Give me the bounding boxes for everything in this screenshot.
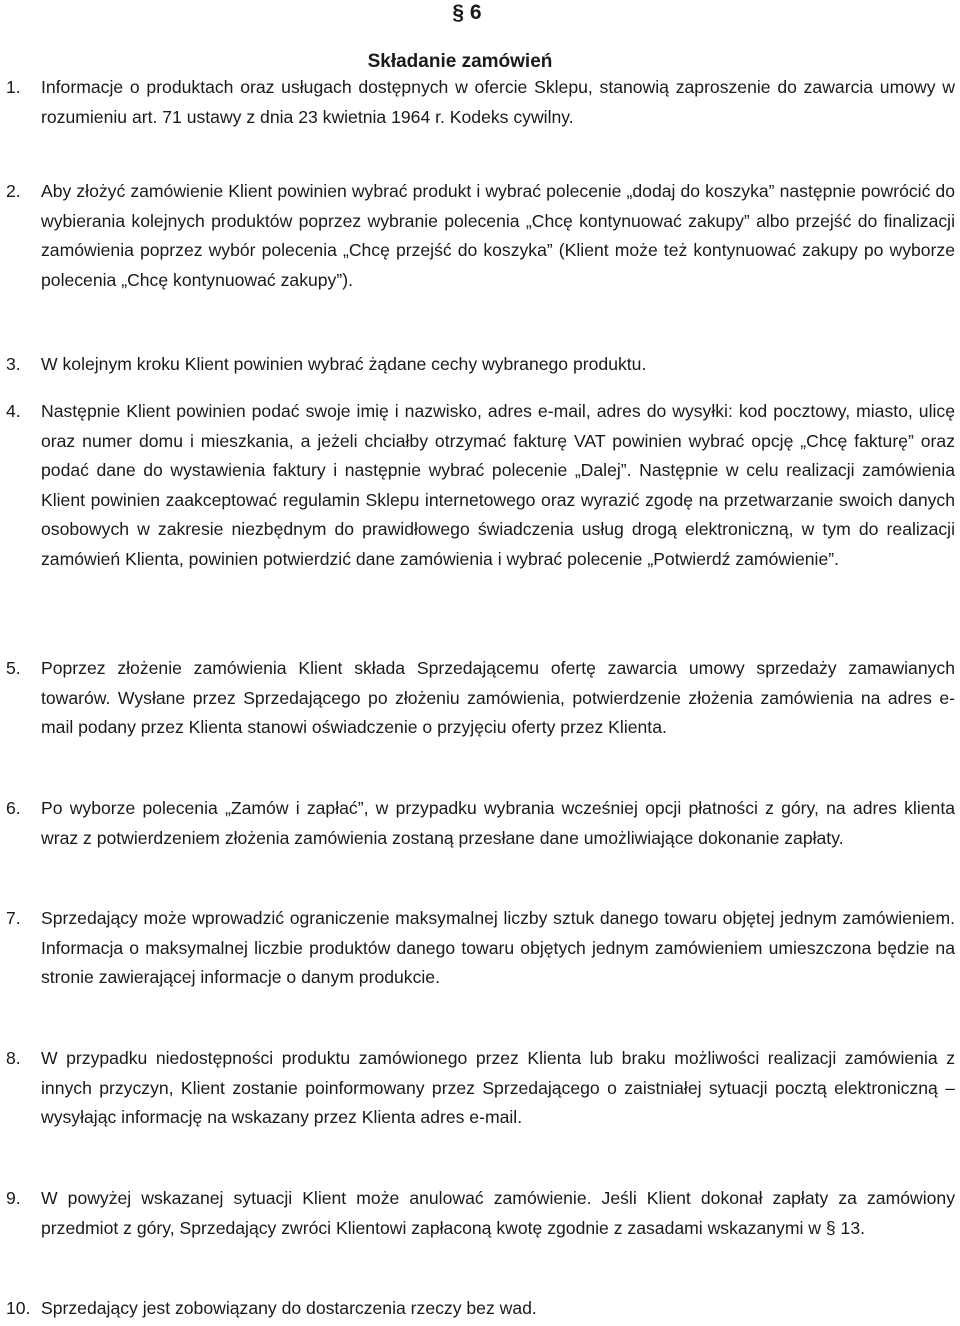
item-text: Następnie Klient powinien podać swoje imię i nazwisko, adres e-mail, adres do wysyłki: kod pocztowy, miasto, ulicę oraz numer domu i mieszkania, a jeżeli chciałby otrzymać fakturę VAT powinien wybrać opcję „Chcę fakturę” oraz podać dane do wystawienia faktury i następnie wybrać polecenie „Dalej”. Następnie w celu realizacji zamówienia Klient powinien zaakceptować regulamin Sklepu internetowego oraz wyrazić zgodę na przetwarzanie swoich danych osobowych w zakresie niezbędnym do prawidłowego świadczenia usług drogą elektroniczną, w tym do realizacji zamówień Klienta, powinien potwierdzić dane zamówienia i wybrać polecenie „Potwierdź zamówienie”. [41,401,955,569]
item-text: W powyżej wskazanej sytuacji Klient może anulować zamówienie. Jeśli Klient dokonał zapłaty za zamówiony przedmiot z góry, Sprzedający zwróci Klientowi zapłaconą kwotę zgodnie z zasadami wskazanymi w § 13. [41,1188,955,1238]
item-number: 6. [6,798,21,818]
item-number: 10. [6,1298,31,1318]
item-number: 7. [6,908,21,928]
item-text: W przypadku niedostępności produktu zamówionego przez Klienta lub braku możliwości realizacji zamówienia z innych przyczyn, Klient zostanie poinformowany przez Sprzedającego o zaistniałej sytuacji pocztą elektroniczną – wysyłając informację na wskazany przez Klienta adres e-mail. [41,1048,955,1127]
item-text: Sprzedający jest zobowiązany do dostarczenia rzeczy bez wad. [41,1298,537,1318]
section-title: Składanie zamówień [367,51,553,72]
item-number: 9. [6,1188,21,1208]
item-text: Poprzez złożenie zamówienia Klient składa Sprzedającemu ofertę zawarcia umowy sprzedaży zamawianych towarów. Wysłane przez Sprzedającego po złożeniu zamówienia, potwierdzenie złożenia zamówienia na adres e-mail podany przez Klienta stanowi oświadczenie o przyjęciu oferty przez Klienta. [41,658,955,737]
item-number: 1. [6,77,21,97]
item-number: 3. [6,354,21,374]
item-text: W kolejnym kroku Klient powinien wybrać żądane cechy wybranego produktu. [41,354,647,374]
item-number: 8. [6,1048,21,1068]
item-number: 4. [6,401,21,421]
item-text: Aby złożyć zamówienie Klient powinien wybrać produkt i wybrać polecenie „dodaj do koszyka” następnie powrócić do wybierania kolejnych produktów poprzez wybranie polecenia „Chcę kontynuować zakupy” albo przejść do finalizacji zamówienia poprzez wybór polecenia „Chcę przejść do koszyka” (Klient może też kontynuować zakupy po wyborze polecenia „Chcę kontynuować zakupy”). [41,181,955,290]
item-number: 5. [6,658,21,678]
item-number: 2. [6,181,21,201]
item-text: Informacje o produktach oraz usługach dostępnych w ofercie Sklepu, stanowią zaproszenie do zawarcia umowy w rozumieniu art. 71 ustawy z dnia 23 kwietnia 1964 r. Kodeks cywilny. [41,77,955,127]
item-text: Po wyborze polecenia „Zamów i zapłać”, w przypadku wybrania wcześniej opcji płatności z góry, na adres klienta wraz z potwierdzeniem złożenia zamówienia zostaną przesłane dane umożliwiające dokonanie zapłaty. [41,798,955,848]
item-text: Sprzedający może wprowadzić ograniczenie maksymalnej liczby sztuk danego towaru objętej jednym zamówieniem. Informacja o maksymalnej liczbie produktów danego towaru objętych jednym zamówieniem umieszczona będzie na stronie zawierającej informacje o danym produkcie. [41,908,955,987]
section-number: § 6 [452,1,482,24]
